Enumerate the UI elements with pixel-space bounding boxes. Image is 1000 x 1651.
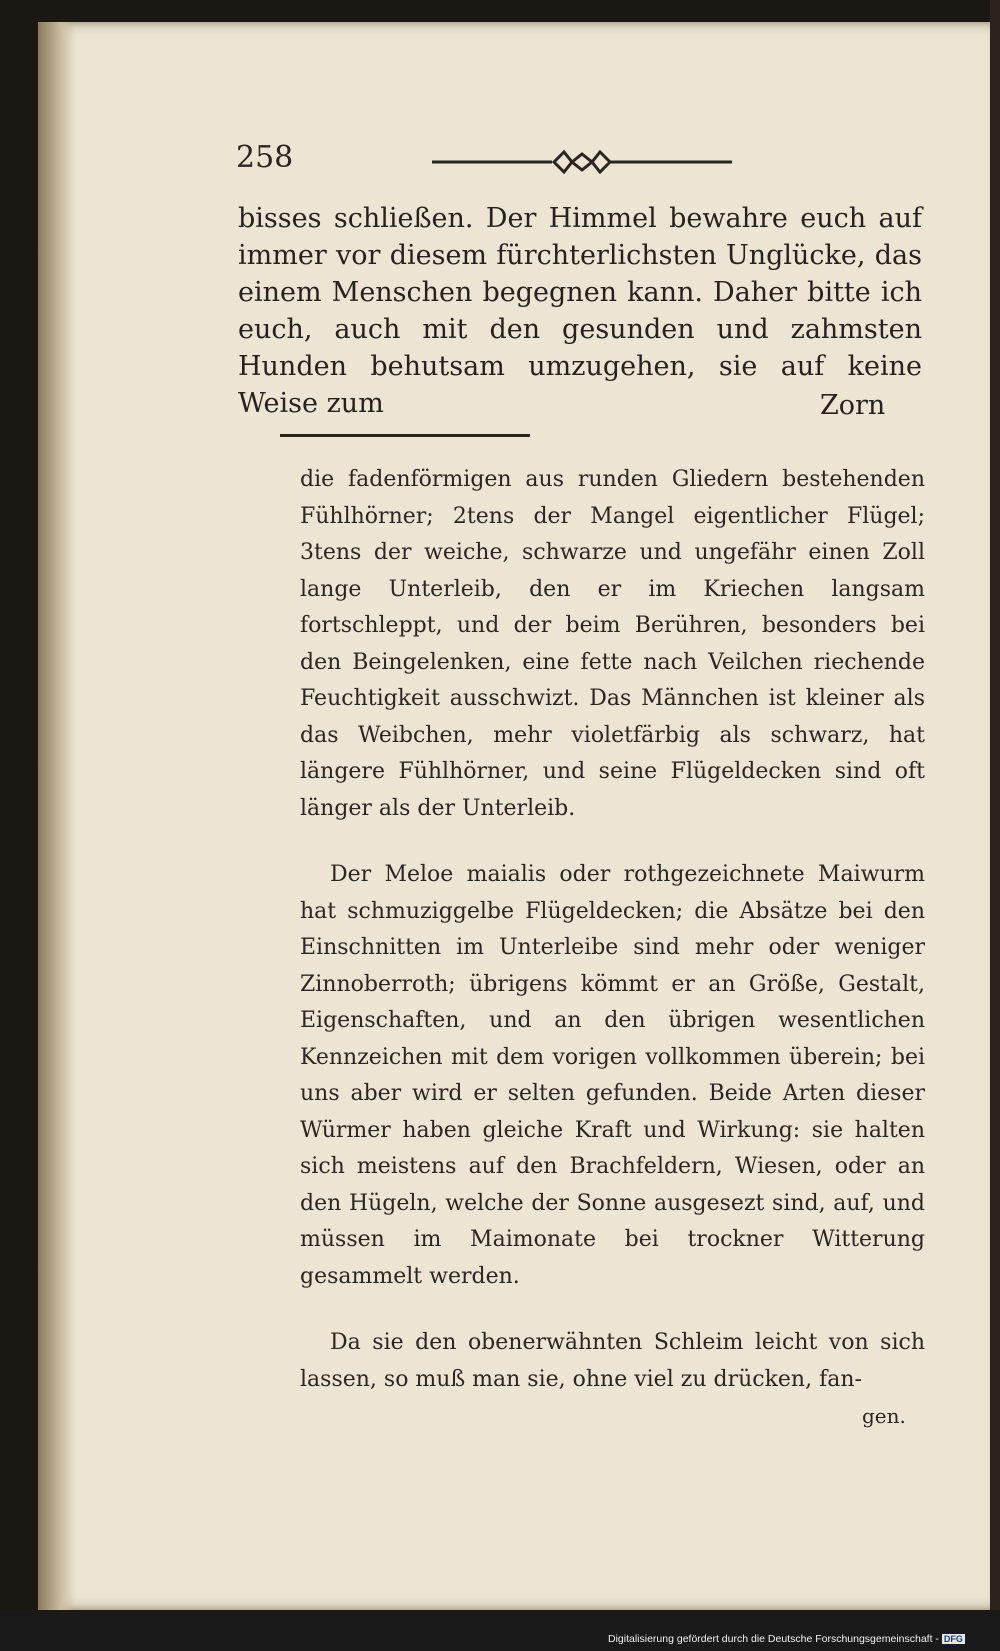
main-text-block bbox=[238, 200, 922, 422]
digitization-credit bbox=[608, 1633, 965, 1645]
page-header bbox=[236, 140, 926, 180]
footnote-separator bbox=[280, 434, 530, 437]
page-number: 258 bbox=[236, 140, 294, 175]
catchword-footnote: gen. bbox=[862, 1404, 906, 1428]
credit-text: Digitalisierung gefördert durch die Deutsche Forschungsgemeinschaft - bbox=[608, 1633, 939, 1645]
catchword-main: Zorn bbox=[820, 390, 886, 421]
header-ornament-icon bbox=[432, 140, 732, 180]
dfg-logo: DFG bbox=[943, 1634, 963, 1644]
footnote-paragraph-2: Der Meloe maialis oder rothgezeichnete Maiwurm hat schmuziggelbe Flügeldecken; die Absätze bei den Einschnitten im Unterleibe sind mehr oder weniger Zinnoberroth; übrigens kömmt er an Größe, Gestalt, Eigenschaften, und an den übrigen wesentlichen Kennzeichen mit dem vorigen vollkommen überein; bei uns aber wird er selten gefunden. Beide Arten dieser Würmer haben gleiche Kraft und Wirkung: sie halten sich meistens auf den Brachfeldern, Wiesen, oder an den Hügeln, welche der Sonne ausgesezt sind, auf, und müssen im Maimonate bei trockner Witterung gesammelt werden. bbox=[300, 862, 925, 1289]
footnote-block bbox=[300, 462, 925, 1428]
page-gutter-shadow bbox=[38, 22, 76, 1610]
footnote-paragraph-3: Da sie den obenerwähnten Schleim leicht von sich lassen, so muß man sie, ohne viel zu drücken, fan- bbox=[300, 1330, 925, 1392]
page-edge bbox=[990, 0, 1000, 1651]
footnote-paragraph-1: die fadenförmigen aus runden Gliedern bestehenden Fühlhörner; 2tens der Mangel eigentlicher Flügel; 3tens der weiche, schwarze und ungefähr einen Zoll lange Unterleib, den er im Kriechen langsam fortschleppt, und der beim Berühren, besonders bei den Beingelenken, eine fette nach Veilchen riechende Feuchtigkeit ausschwizt. Das Männchen ist kleiner als das Weibchen, mehr violetfärbig als schwarz, hat längere Fühlhörner, und seine Flügeldecken sind oft länger als der Unterleib. bbox=[300, 467, 925, 821]
main-paragraph: bisses schließen. Der Himmel bewahre euch auf immer vor diesem fürchterlichsten Unglücke, das einem Menschen begegnen kann. Daher bitte ich euch, auch mit den gesunden und zahmsten Hunden behutsam umzugehen, sie auf keine Weise zum bbox=[238, 203, 922, 419]
